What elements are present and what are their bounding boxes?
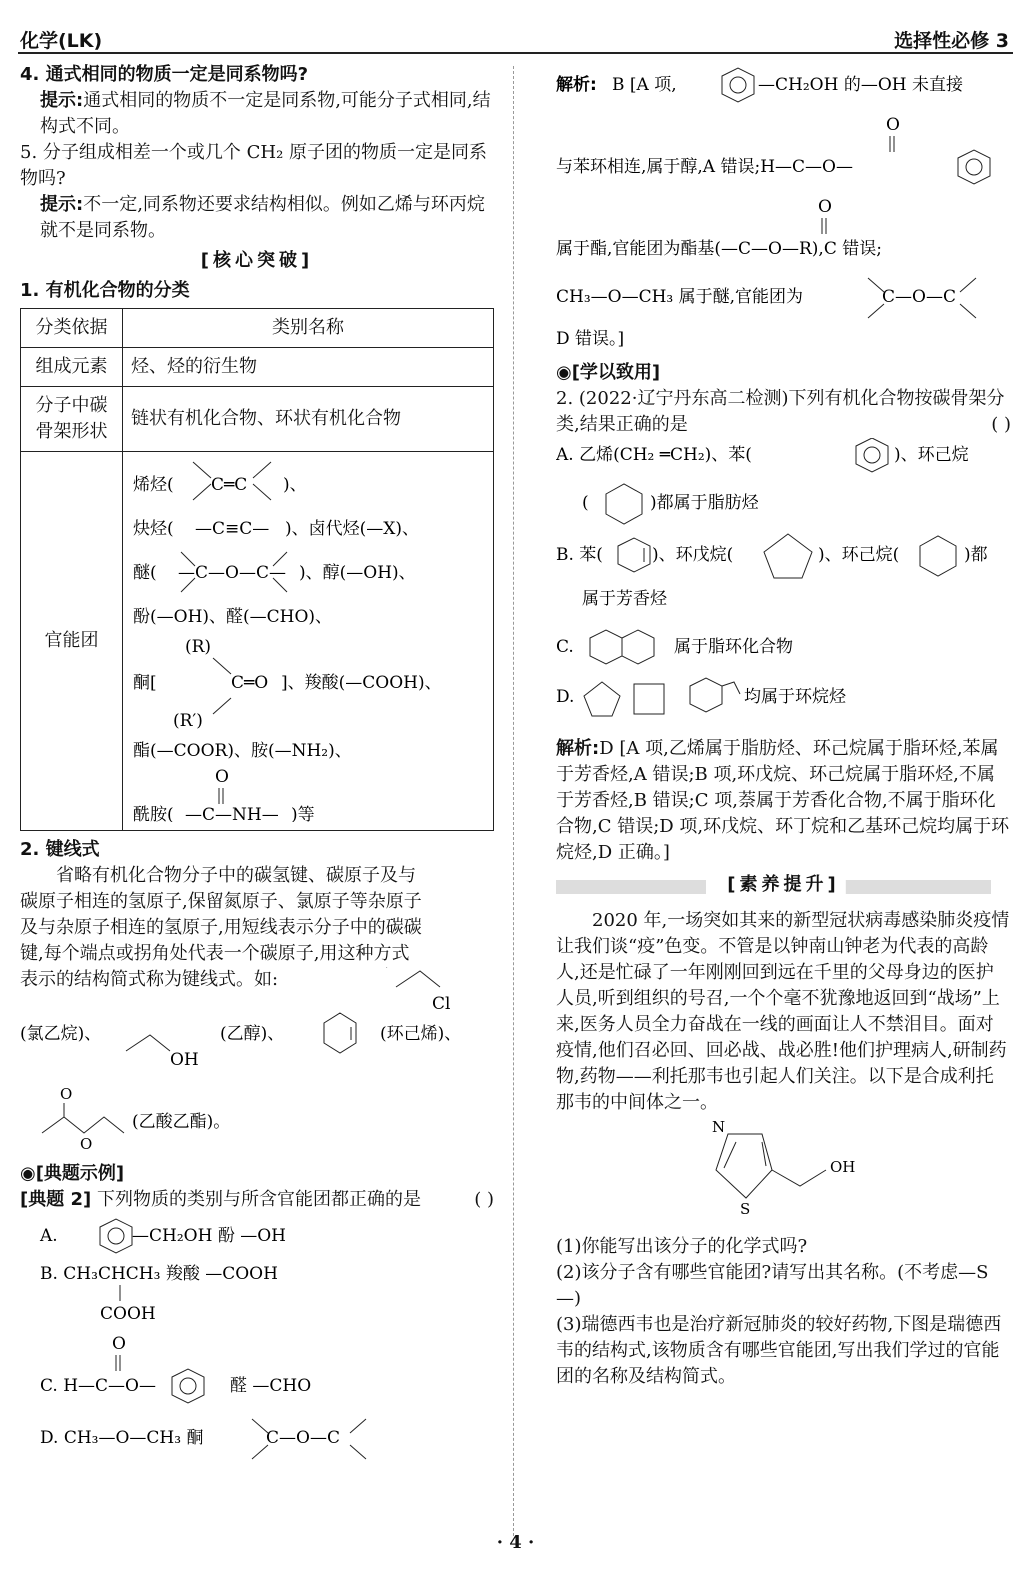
svg-text:O: O — [818, 197, 832, 217]
svg-text:(R): (R) — [185, 637, 212, 657]
table-header-basis: 分类依据 — [21, 309, 123, 348]
svg-text:属于芳香烃: 属于芳香烃 — [582, 589, 667, 609]
literacy-q1: (1)你能写出该分子的化学式吗? — [556, 1236, 808, 1257]
q2-options — [556, 438, 1011, 728]
svg-text:)、环己烷: )、环己烷 — [894, 445, 969, 465]
svg-text:(R′): (R′) — [173, 711, 203, 731]
svg-text:)、环己烷(: )、环己烷( — [818, 545, 900, 565]
svg-text:C.: C. — [556, 637, 574, 657]
page-number: · 4 · — [496, 1532, 535, 1553]
svg-text:D 错误。]: D 错误。] — [556, 329, 625, 349]
svg-text:O: O — [886, 115, 900, 135]
svg-text:烯烃(: 烯烃( — [133, 475, 174, 495]
literacy-banner — [556, 872, 1011, 902]
q4-hint: 提示:通式相同的物质不一定是同系物,可能分子式相同,结构式不同。 — [40, 90, 491, 137]
svg-text:)都: )都 — [964, 545, 988, 565]
table-header-category: 类别名称 — [123, 309, 494, 348]
svg-text:B. 苯(: B. 苯( — [556, 545, 603, 565]
svg-text:酯(—COOR)、胺(—NH₂)、: 酯(—COOR)、胺(—NH₂)、 — [133, 741, 352, 761]
svg-text:S: S — [740, 1200, 751, 1218]
svg-text:)、环戊烷(: )、环戊烷( — [652, 545, 734, 565]
svg-text:D.: D. — [556, 687, 575, 707]
apply-label: ◉[学以致用] — [556, 362, 661, 383]
svg-text:酚(—OH)、醛(—CHO)、: 酚(—OH)、醛(—CHO)、 — [133, 607, 333, 627]
left-column — [20, 62, 494, 1471]
svg-text:属于脂环化合物: 属于脂环化合物 — [674, 637, 793, 657]
svg-text:O: O — [215, 767, 229, 787]
example-label: ◉[典题示例] — [20, 1163, 125, 1184]
svg-text:醚(: 醚( — [133, 563, 157, 583]
ex2-question: [典题 2] 下列物质的类别与所含官能团都正确的是 ( ) — [20, 1189, 494, 1210]
svg-text:醛 —CHO: 醛 —CHO — [230, 1376, 312, 1396]
svg-text:N: N — [712, 1118, 726, 1136]
svg-text:O: O — [80, 1135, 93, 1153]
table-row: 官能团 烯烃( C═C )、 炔烃( —C≡C— )、卤代烃(—X)、 醚( —C—O—C— )、醇(—OH)、 酚(—OH)、醛(—CHO)、 (R) 酮[ C═O ]、羧酸(—COOH)、 (R′) 酯(—COOR)、胺(—NH₂)、 O 酰胺( —C—NH— )等 — [21, 452, 494, 831]
svg-text:(环己烯)、: (环己烯)、 — [380, 1024, 462, 1044]
literacy-title: [素养提升] — [721, 872, 845, 898]
functional-group-formulas — [123, 452, 493, 822]
svg-text:CH₃—O—CH₃ 属于醚,官能团为: CH₃—O—CH₃ 属于醚,官能团为 — [556, 287, 804, 307]
svg-text:均属于环烷烃: 均属于环烷烃 — [744, 687, 846, 707]
skeletal-examples — [20, 967, 494, 1157]
table-row: 组成元素 烃、烃的衍生物 — [21, 348, 494, 387]
svg-text:)都属于脂肪烃: )都属于脂肪烃 — [650, 493, 759, 513]
svg-text:B [A 项,: B [A 项, — [612, 75, 677, 95]
svg-text:C═O: C═O — [231, 673, 269, 693]
s1-title: 1. 有机化合物的分类 — [20, 280, 190, 301]
svg-text:COOH: COOH — [100, 1304, 156, 1324]
q5-question: 5. 分子组成相差一个或几个 CH₂ 原子团的物质一定是同系物吗? — [20, 142, 488, 189]
svg-text:O: O — [112, 1334, 126, 1354]
ex2-analysis — [556, 62, 1011, 352]
svg-text:与苯环相连,属于醇,A 错误;H—C—O—: 与苯环相连,属于醇,A 错误;H—C—O— — [556, 157, 853, 177]
svg-text:B. CH₃CHCH₃ 羧酸 —COOH: B. CH₃CHCH₃ 羧酸 —COOH — [40, 1264, 278, 1284]
svg-text:A. 乙烯(CH₂ ═CH₂)、苯(: A. 乙烯(CH₂ ═CH₂)、苯( — [556, 445, 752, 465]
svg-text:炔烃(: 炔烃( — [133, 519, 174, 539]
table-row — [21, 309, 494, 348]
svg-text:酰胺(: 酰胺( — [133, 805, 174, 822]
svg-text:酮[: 酮[ — [133, 673, 157, 693]
header-book: 选择性必修 3 — [894, 30, 1009, 52]
s2-text: 省略有机化合物分子中的碳氢键、碳原子及与碳原子相连的氢原子,保留氮原子、氯原子等杂原子及与杂原子相连的氢原子,用短线表示分子中的碳碳键,每个端点或拐角处代表一个碳原子,用这种方式表示的结构简式称为键线式。如: — [20, 865, 422, 990]
svg-text:C═C: C═C — [211, 475, 248, 495]
svg-text:D. CH₃—O—CH₃ 酮: D. CH₃—O—CH₃ 酮 — [40, 1428, 204, 1448]
svg-text:)等: )等 — [291, 805, 315, 822]
literacy-text: 2020 年,一场突如其来的新型冠状病毒感染肺炎疫情让我们谈“疫”色变。不管是以钟南山钟老为代表的高龄人,还是忙碌了一年刚刚回到远在千里的父母身边的医护人员,听到组织的号召,一个个毫不犹豫地返回到“战场”上来,医务人员全力奋战在一线的画面让人不禁泪目。面对疫情,他们召必回、回必战、战必胜!他们护理病人,研制药物,药物——利托那韦也引起人们关注。以下是合成利托那韦的中间体之一。 — [556, 910, 1010, 1113]
svg-text:(: ( — [582, 493, 589, 513]
svg-text:—C—NH—: —C—NH— — [185, 805, 279, 822]
classification-table — [20, 308, 494, 831]
svg-text:)、: )、 — [283, 475, 307, 495]
q5-hint: 提示:不一定,同系物还要求结构相似。例如乙烯与环丙烷就不是同系物。 — [40, 194, 485, 241]
svg-text:—C—O—C—: —C—O—C— — [178, 563, 286, 583]
svg-text:Cl: Cl — [432, 994, 451, 1014]
ex2-options — [20, 1213, 494, 1463]
column-divider — [513, 66, 514, 1536]
q2-question: 2. (2022·辽宁丹东高二检测)下列有机化合物按碳骨架分类,结果正确的是 ( ) — [556, 388, 1011, 435]
core-section-title: [核心突破] — [200, 250, 314, 271]
q2-analysis: 解析:D [A 项,乙烯属于脂肪烃、环己烷属于脂环烃,苯属于芳香烃,A 错误;B 项,环戊烷、环己烷属于脂环烃,不属于芳香烃,B 错误;C 项,萘属于芳香化合物,不属于脂环化合物,C 错误;D 项,环戊烷、环丁烷和乙基环己烷均属于环烷烃,D 正确。] — [556, 738, 1010, 863]
svg-text:—CH₂OH 的—OH 未直接: —CH₂OH 的—OH 未直接 — [758, 75, 963, 95]
svg-text:C—O—C: C—O—C — [882, 287, 956, 307]
svg-text:OH: OH — [170, 1050, 199, 1070]
svg-text:)、卤代烃(—X)、: )、卤代烃(—X)、 — [285, 519, 419, 539]
svg-text:属于酯,官能团为酯基(—C—O—R),C 错误;: 属于酯,官能团为酯基(—C—O—R),C 错误; — [556, 239, 882, 259]
svg-text:(乙酸乙酯)。: (乙酸乙酯)。 — [132, 1112, 231, 1132]
svg-text:—CH₂OH 酚 —OH: —CH₂OH 酚 —OH — [132, 1226, 286, 1246]
s2-title: 2. 键线式 — [20, 839, 100, 860]
svg-text:O: O — [60, 1085, 73, 1103]
svg-text:(氯乙烷)、: (氯乙烷)、 — [20, 1024, 102, 1044]
page-header — [18, 22, 1013, 54]
literacy-q2: (2)该分子含有哪些官能团?请写出其名称。(不考虑—S—) — [556, 1262, 989, 1309]
svg-text:(乙醇)、: (乙醇)、 — [220, 1024, 285, 1044]
svg-text:OH: OH — [830, 1158, 856, 1176]
right-column — [556, 62, 1011, 1390]
svg-text:C—O—C: C—O—C — [266, 1428, 340, 1448]
svg-text:A.: A. — [40, 1226, 58, 1246]
q4-question: 4. 通式相同的物质一定是同系物吗? — [20, 64, 309, 85]
thiazole-molecule — [556, 1116, 1011, 1226]
svg-text:—C≡C—: —C≡C— — [195, 519, 270, 539]
svg-text:解析:: 解析: — [556, 75, 597, 95]
header-subject: 化学(LK) — [20, 30, 103, 52]
table-row: 分子中碳骨架形状 链状有机化合物、环状有机化合物 — [21, 387, 494, 452]
svg-text:)、醇(—OH)、: )、醇(—OH)、 — [299, 563, 416, 583]
svg-text:]、羧酸(—COOH)、: ]、羧酸(—COOH)、 — [281, 673, 442, 693]
literacy-q3: (3)瑞德西韦也是治疗新冠肺炎的较好药物,下图是瑞德西韦的结构式,该物质含有哪些官能团,写出我们学过的官能团的名称及结构简式。 — [556, 1314, 1002, 1387]
svg-text:C. H—C—O—: C. H—C—O— — [40, 1376, 156, 1396]
